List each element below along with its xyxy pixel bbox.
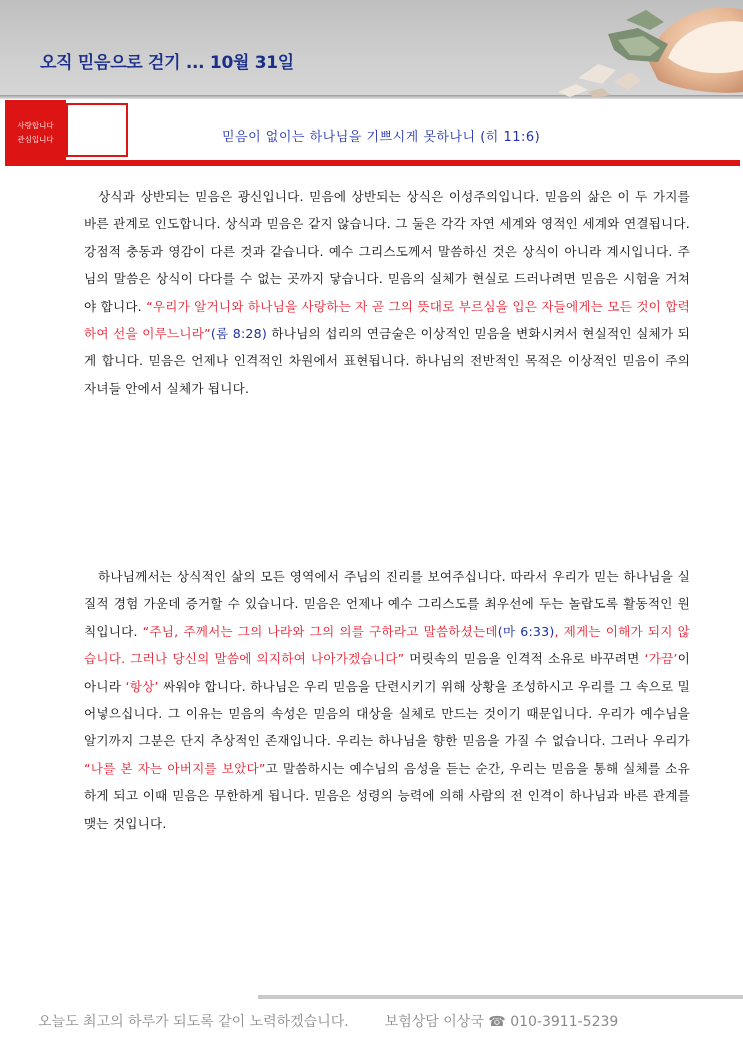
paragraph-1-text-a: 상식과 상반되는 믿음은 광신입니다. 믿음에 상반되는 상식은 이성주의입니다. 믿음의 삶은 이 두 가지를 바른 관계로 인도합니다. 상식과 믿음은 같지 않습니다. 그 둘은 각각 자연 세계와 영적인 세계와 연결됩니다. 강점적 충동과 영감이 다른 것과 같습니다. 예수 그리스도께서 말씀하신 것은 상식이 아니라 계시입니다. 주님의 말씀은 상식이 다다를 수 없는 곳까지 닿습니다. 믿음의 실체가 현실로 드러나려면 믿음은 시험을 거쳐야 합니다. <box>84 189 690 314</box>
blank-box <box>66 103 128 157</box>
paragraph-2-text-a: 하나님께서는 상식적인 삶의 모든 영역에서 주님의 진리를 보여주십니다. 따라서 우리가 믿는 하나님을 실질적 경험 가운데 증거할 수 있습니다. 믿음은 언제나 예수 그리스도를 최우선에 두는 놀랍도록 활동적인 원칙입니다. <box>84 569 690 639</box>
footer <box>38 1011 618 1031</box>
paragraph-1-text-b: 하나님의 섭리의 연금술은 이상적인 믿음을 변화시켜서 현실적인 실체가 되게 합니다. 믿음은 언제나 인격적인 차원에서 표현됩니다. 하나님의 전반적인 목적은 이상적인 믿음이 주의 자녀들 안에서 실체가 됩니다. <box>84 326 690 396</box>
paragraph-1-ref: (롬 8:28) <box>210 326 267 342</box>
label-line-1: 사랑합니다 <box>17 121 54 130</box>
paragraph-2-word-1: ‘가끔’ <box>644 651 678 667</box>
paragraph-1-quote: “우리가 알거니와 하나님을 사랑하는 자 곧 그의 뜻대로 부르심을 입은 자들에게는 모든 것이 합력하여 선을 이루느니라” <box>84 298 691 342</box>
page-title: 오직 믿음으로 걷기 ... 10월 31일 <box>40 53 294 73</box>
paragraph-2 <box>84 563 690 837</box>
paragraph-2-text-e: 고 말씀하시는 예수님의 음성을 듣는 순간, 우리는 믿음을 통해 실체를 소유하게 되고 이때 믿음은 무한하게 됩니다. 믿음은 성령의 능력에 의해 사람의 전 인격이 하나님과 바른 관계를 맺는 것입니다. <box>84 760 690 831</box>
phone-icon: ☎ <box>488 1014 506 1030</box>
verse-text: 믿음이 없이는 하나님을 기쁘시게 못하나니 (히 11:6) <box>222 130 541 145</box>
cracked-egg-money-illustration <box>518 0 743 100</box>
paragraph-2-quote-c: “나를 본 자는 아버지를 보았다” <box>84 760 266 776</box>
paragraph-2-quote-a: “주님, 주께서는 그의 나라와 그의 의를 구하라고 말씀하셨는데 <box>142 623 498 639</box>
footer-contact-label: 보험상담 이상국 <box>384 1014 484 1030</box>
paragraph-2-text-b: 머릿속의 믿음을 인격적 소유로 바꾸려면 <box>404 651 645 667</box>
paragraph-2-text-d: 싸워야 합니다. 하나님은 우리 믿음을 단련시키기 위해 상황을 조성하시고 우리를 그 속으로 밀어넣으십니다. 그 이유는 믿음의 속성은 믿음의 대상을 실체로 만드는 것이기 때문입니다. 우리가 예수님을 알기까지 그분은 단지 추상적인 존재입니다. 우리는 하나님을 향한 믿음을 가질 수 없습니다. 그러나 우리가 <box>84 678 690 749</box>
paragraph-2-quote-b: , 제게는 이해가 되지 않습니다. 그러나 당신의 말씀에 의지하여 나아가겠습니다” <box>84 623 690 667</box>
paragraph-2-word-2: ‘항상’ <box>125 678 159 694</box>
paragraph-1 <box>84 183 690 402</box>
footer-phone: 010-3911-5239 <box>510 1014 619 1030</box>
label-line-2: 관심입니다 <box>17 135 54 144</box>
banner-underline <box>5 160 740 166</box>
footer-motto: 오늘도 최고의 하루가 되도록 같이 노력하겠습니다. <box>38 1014 349 1030</box>
paragraph-2-ref: (마 6:33) <box>497 623 555 639</box>
label-box <box>5 100 66 160</box>
footer-divider <box>258 995 743 999</box>
paragraph-2-text-c: 이 아니라 <box>84 651 691 694</box>
